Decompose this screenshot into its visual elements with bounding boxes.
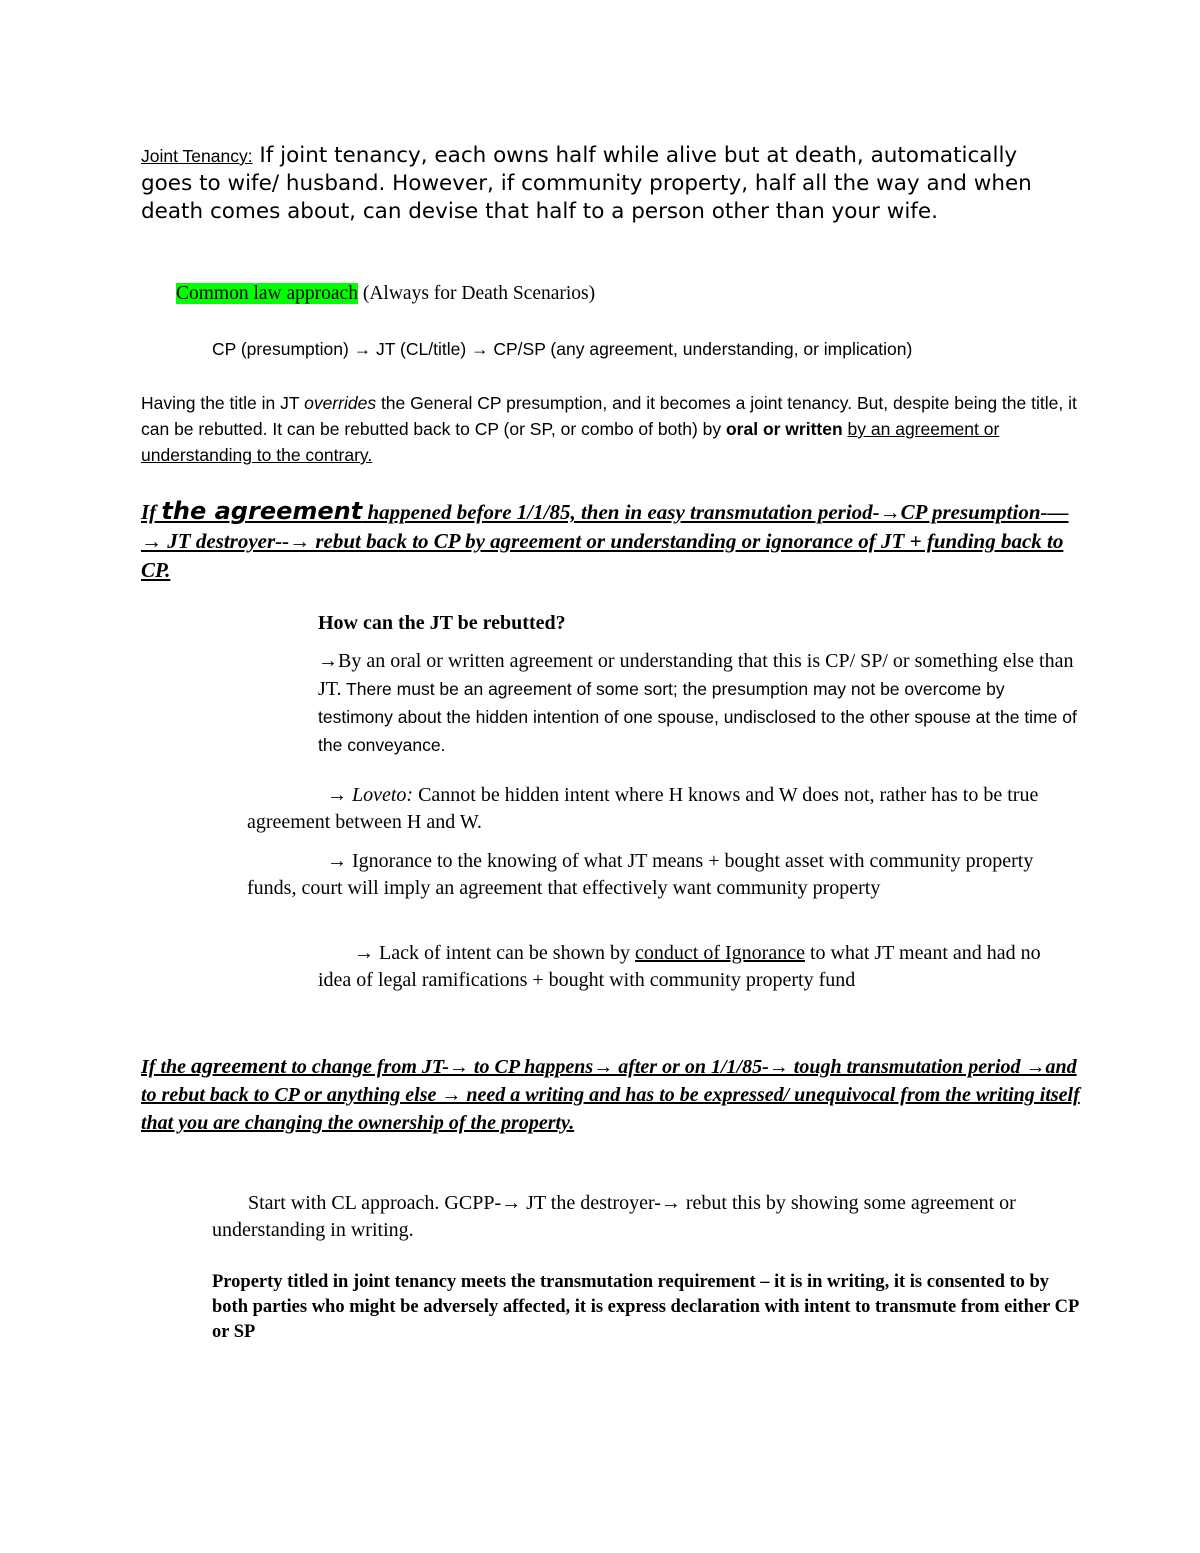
joint-tenancy-text: If joint tenancy, each owns half while alive but at death, automatically goes to wife/ husband. However, if community property, half all the way and when death comes about, can devise that half to a person other than your wife. (141, 143, 1032, 224)
after-85-agreement: agreement (191, 1053, 287, 1078)
before-85-text-1: If (141, 500, 162, 524)
overrides-emphasis: overrides (304, 393, 377, 413)
loveto-case-name: Loveto: (352, 784, 414, 806)
joint-tenancy-paragraph (141, 142, 1071, 226)
lack-of-intent-paragraph (318, 940, 1078, 994)
lack-of-intent-underlined: conduct of Ignorance (635, 942, 805, 964)
rebut-question: How can the JT be rebutted? (318, 612, 566, 634)
cl-start-paragraph: Start with CL approach. GCPP-→ JT the destroyer-→ rebut this by showing some agreement or understanding in writing. (212, 1192, 1016, 1241)
common-law-note: (Always for Death Scenarios) (357, 283, 596, 304)
lack-of-intent-text-1: → Lack of intent can be shown by (354, 942, 636, 964)
after-85-paragraph (141, 1052, 1081, 1137)
transmutation-paragraph: Property titled in joint tenancy meets the transmutation requirement – it is in writing, it is consented to by both parties who might be adversely affected, it is express declaration with intent to transmute from either CP or SP (212, 1272, 1079, 1342)
overrides-text-1: Having the title in JT (141, 393, 305, 413)
common-law-line (176, 280, 595, 308)
lack-of-intent-text-2: to what JT meant and had no idea of legal ramifications + bought with community property fund (318, 942, 1041, 991)
rebut-answer-serif: →By an oral or written agreement or understanding that this is CP/ SP/ or something else than JT. (318, 650, 1074, 700)
rebut-answer-sans: There must be an agreement of some sort; the presumption may not be overcome by testimony about the hidden intention of one spouse, undisclosed to the other spouse at the time of the conveyance. (318, 679, 1077, 755)
before-85-paragraph (141, 497, 1071, 585)
flow-line: CP (presumption) → JT (CL/title) → CP/SP (any agreement, understanding, or implication) (212, 339, 913, 359)
loveto-arrow: → (327, 784, 352, 806)
loveto-text: Cannot be hidden intent where H knows and W does not, rather has to be true agreement between H and W. (247, 784, 1039, 833)
loveto-paragraph (247, 782, 1067, 836)
before-85-agreement: the agreement (161, 497, 363, 525)
overrides-bold: oral or written (725, 419, 843, 439)
ignorance-paragraph: → Ignorance to the knowing of what JT means + bought asset with community property funds, court will imply an agreement that effectively want community property (247, 850, 1034, 899)
before-85-text-2: happened before 1/1/85, then in easy transmutation period-→CP presumption-—→ JT destroyer--→ rebut back to CP by agreement or understanding or ignorance of JT + funding back to CP. (141, 500, 1069, 582)
common-law-highlight: Common law approach (176, 283, 358, 304)
rebut-answer-paragraph (318, 648, 1078, 760)
overrides-text-2: the General CP presumption, and it becomes a joint tenancy. But, despite being the title, it can be rebutted. It can be rebutted back to CP (or SP, or combo of both) by (141, 393, 1077, 439)
after-85-text-1: If the (141, 1056, 191, 1078)
joint-tenancy-heading: Joint Tenancy: (141, 146, 253, 166)
overrides-paragraph (141, 390, 1081, 468)
overrides-underlined: by an agreement or understanding to the contrary. (141, 419, 1000, 465)
after-85-text-2: to change from JT-→ to CP happens→ after or on 1/1/85-→ tough transmutation period →and to rebut back to CP or anything else → need a writing and has to be expressed/ unequivocal from the writing itself that you are changing the ownership of the property. (141, 1056, 1080, 1134)
